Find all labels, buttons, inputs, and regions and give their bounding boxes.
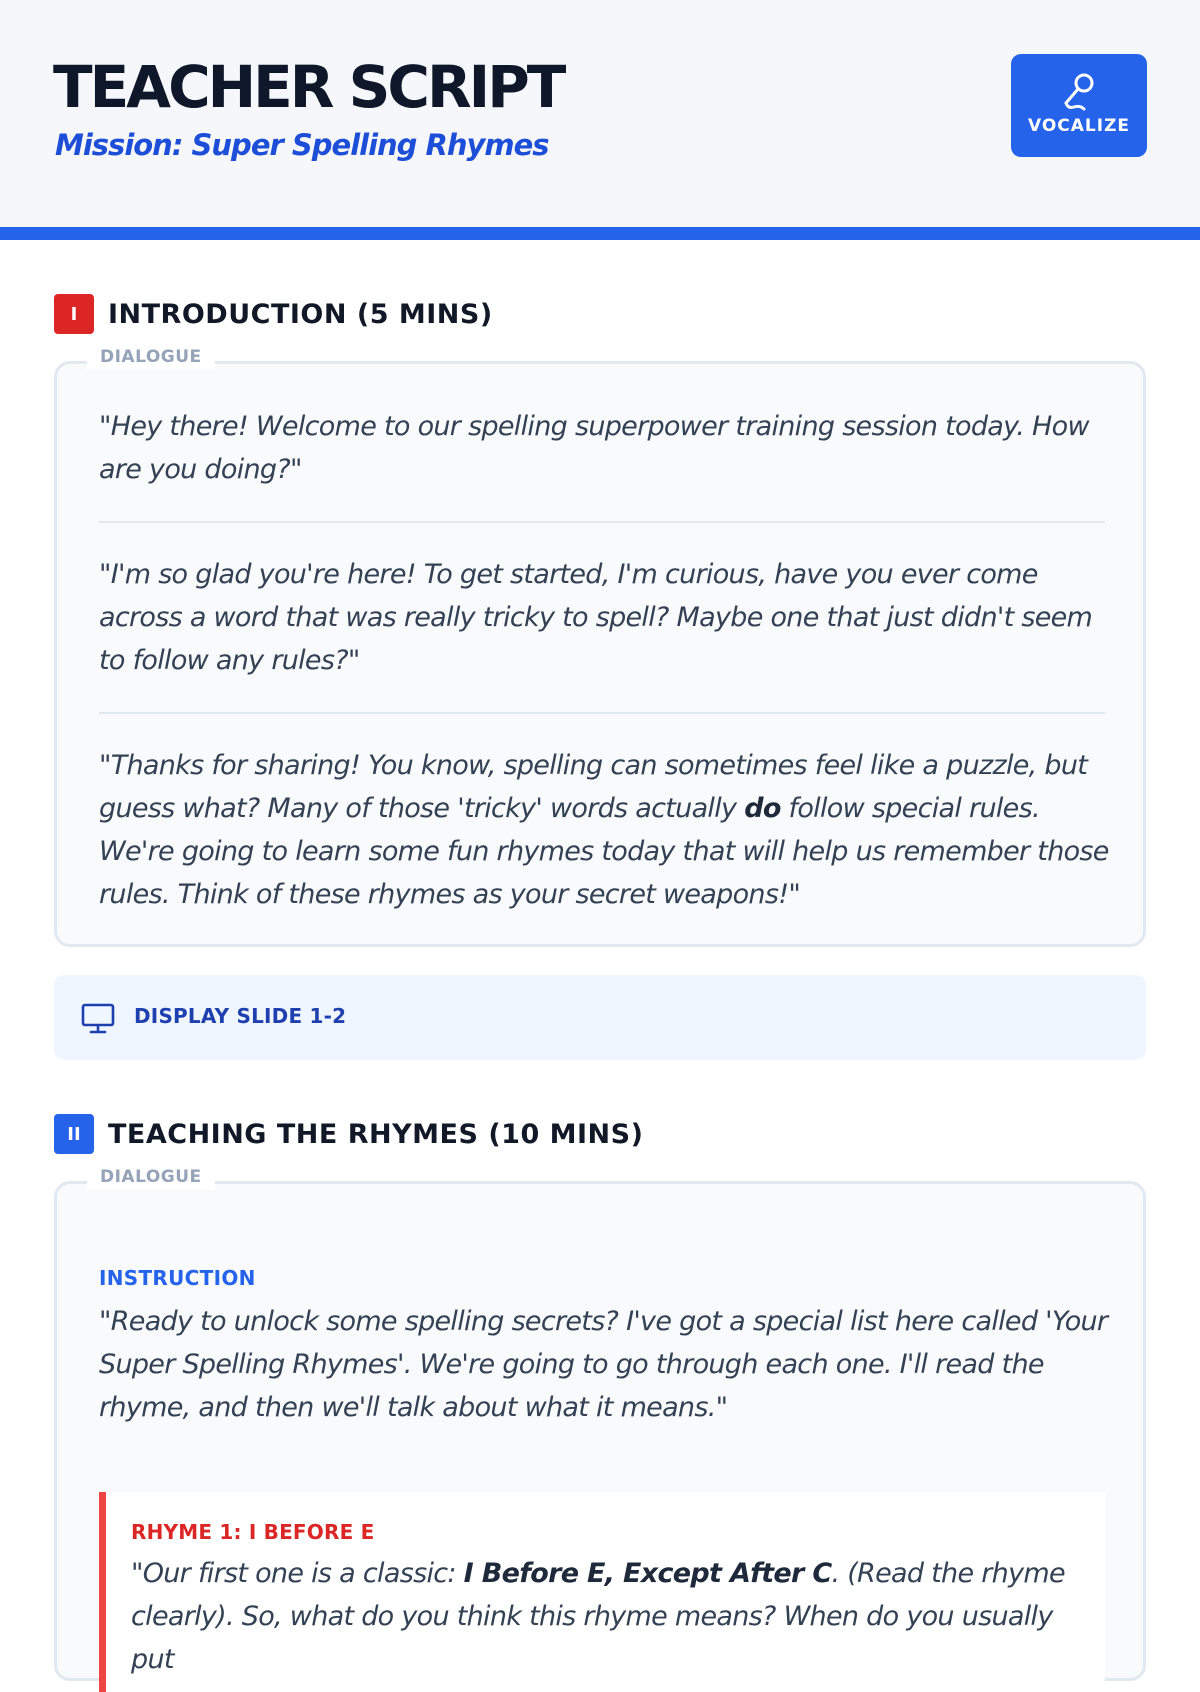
section-teaching-heading (54, 1114, 643, 1154)
divider (99, 712, 1105, 714)
card-label: DIALOGUE (87, 1164, 215, 1190)
instruction-label: INSTRUCTION (99, 1266, 256, 1290)
dialogue-card-teaching (54, 1167, 1146, 1681)
vocalize-label: VOCALIZE (1027, 116, 1131, 136)
instruction-paragraph: "Ready to unlock some spelling secrets? I've got a special list here called 'Your Super Spelling Rhymes'. We're going to go through each one. I'll read the rhyme, and then we'll talk about what it means." (99, 1306, 1108, 1423)
display-slide-label: DISPLAY SLIDE 1-2 (134, 1004, 347, 1028)
dialogue-text: "Thanks for sharing! You know, spelling can sometimes feel like a puzzle, but guess what? Many of those 'tricky' words actually (99, 750, 1088, 824)
vocalize-button[interactable] (1011, 54, 1147, 157)
section-title: INTRODUCTION (5 MINS) (108, 298, 493, 330)
section-numeral: I (54, 294, 94, 334)
divider (99, 521, 1105, 523)
dialogue-paragraph: "I'm so glad you're here! To get started, I'm curious, have you ever come across a word that was really tricky to spell? Maybe one that just didn't seem to follow any rules?" (99, 559, 1093, 676)
monitor-icon (81, 1002, 115, 1036)
section-introduction-heading (54, 294, 493, 334)
rhyme-label: RHYME 1: I BEFORE E (131, 1520, 375, 1544)
dialogue-paragraph: "Hey there! Welcome to our spelling superpower training session today. How are you doing?" (99, 411, 1089, 485)
display-slide-callout (54, 975, 1146, 1060)
dialogue-paragraph (99, 744, 1109, 916)
rhyme-emphasis: I Before E, Except After C (463, 1558, 832, 1589)
dialogue-card-introduction (54, 347, 1146, 947)
rhyme-callout (99, 1492, 1105, 1692)
microphone-icon (1060, 71, 1098, 111)
section-title: TEACHING THE RHYMES (10 MINS) (108, 1118, 644, 1150)
rhyme-text: "Our first one is a classic: (131, 1558, 464, 1589)
page-title: TEACHER SCRIPT (53, 53, 564, 121)
mission-subtitle: Mission: Super Spelling Rhymes (55, 128, 549, 162)
card-label: DIALOGUE (87, 344, 215, 370)
emphasis-text: do (744, 793, 781, 824)
page-header (0, 0, 1200, 240)
dialogue-text: follow special rules. We're going to learn some fun rhymes today that will help us remember those rules. Think of these rhymes as your secret weapons!" (99, 793, 1109, 910)
rhyme-text: . (Read the rhyme clearly). So, what do you think this rhyme means? When do you usually put (131, 1558, 1065, 1675)
section-numeral: II (54, 1114, 94, 1154)
rhyme-paragraph (131, 1552, 1091, 1681)
